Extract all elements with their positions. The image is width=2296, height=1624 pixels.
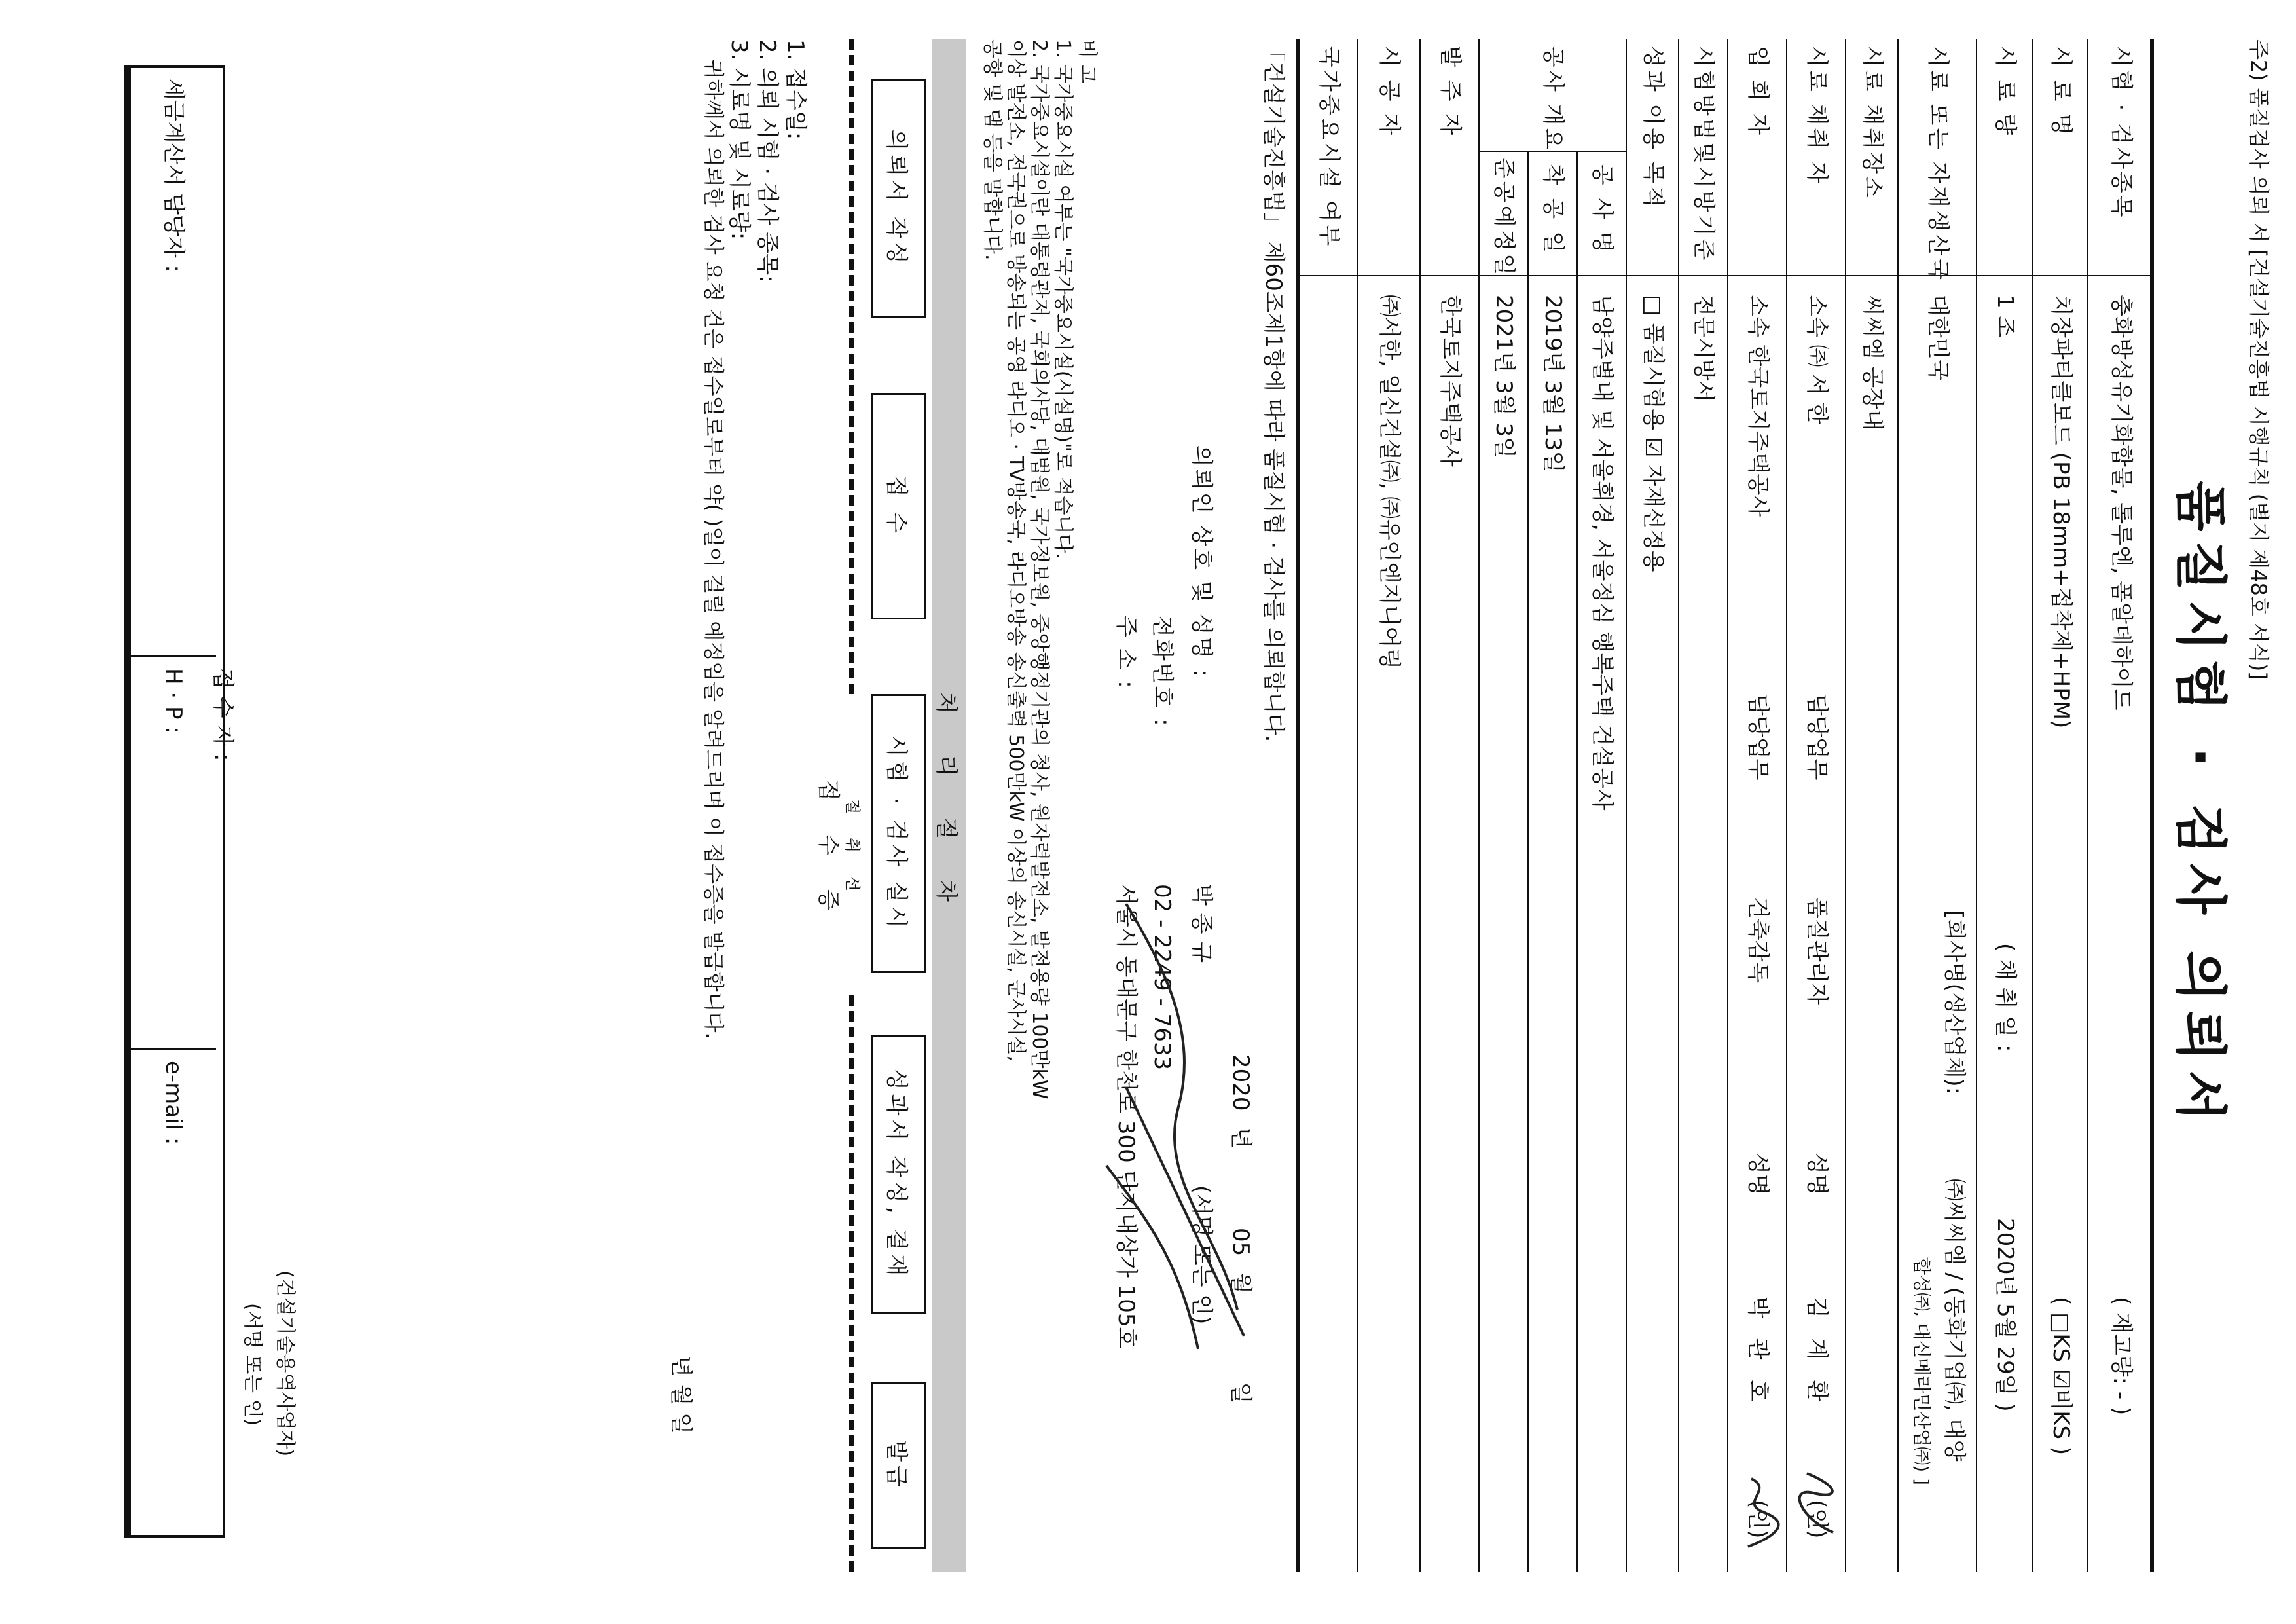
client-value: 한국토지주택공사 <box>1437 295 1463 467</box>
sampling-place-value: 씨씨엠 공장내 <box>1859 295 1886 431</box>
origin-country-label: 시료 또는 자재생산국 <box>1925 46 1951 283</box>
process-step-label: 접 수 <box>883 475 910 538</box>
sample-qty-label: 시 료 량 <box>1992 46 2018 138</box>
origin-country-value: 대한민국 <box>1925 295 1951 381</box>
sampler-duty-label: 담당업무 <box>1804 694 1830 781</box>
date-year: 2020 <box>1228 1054 1254 1111</box>
notes-title: 비 고 <box>1076 39 1099 84</box>
process-step-label: 발급 <box>883 1440 910 1491</box>
cut-line-label: 절 취 선 <box>843 799 862 900</box>
receipt-item: 1. 접수일: <box>782 39 809 140</box>
witness-duty: 건축감독 <box>1745 897 1771 984</box>
requester-phone: 02 - 2249 - 7633 <box>1149 884 1175 1071</box>
receiver-label: 접 수 자 : <box>210 668 236 762</box>
sampler-name-label: 성명 <box>1804 1153 1830 1196</box>
start-date-label: 착 공 일 <box>1540 164 1566 256</box>
process-step-label: 의뢰서 작성 <box>883 129 910 268</box>
sampler-label: 시료 채취 자 <box>1804 46 1830 186</box>
requester-name: 박 종 규 <box>1188 884 1214 963</box>
receipt-lower-strip <box>39 39 297 1572</box>
request-statement: 「건설기술진흥법」 제60조제1항에 따라 품질시험 · 검사를 의뢰합니다. <box>1260 39 1286 743</box>
completion-date-label: 준공예정일 <box>1491 157 1517 278</box>
project-name-value: 남양주별내 및 서울휘경, 서울정심 행복주택 건설공사 <box>1589 295 1615 811</box>
receiver-sign-label: (서명 또는 인) <box>241 1303 264 1426</box>
note-line: 공항 및 댐 등을 말합니다. <box>981 39 1004 261</box>
sampling-date-label: ( 채 취 일 : <box>1992 943 2018 1052</box>
form-title: 품질시험 · 검사 의뢰서 <box>2170 481 2231 1130</box>
requester-address-label: 주 소 : <box>1113 616 1139 690</box>
date-month: 05 <box>1228 1228 1254 1257</box>
manufacturer-label: [회사명(생산업체): <box>1941 910 1967 1095</box>
contractor-value: ㈜서한, 일신건설㈜, ㈜유인엔지니어링 <box>1376 295 1402 670</box>
stock-qty-value: ( 재고량: - ) <box>2108 1297 2134 1416</box>
footer-tax-contact-label: 세금계산서 담당자 : <box>160 79 187 272</box>
purpose-checkboxes: □ 품질시험용 ☑ 자재선정용 <box>1640 295 1666 572</box>
witness-stamp: (인) <box>1745 1500 1771 1539</box>
footer-divider <box>127 655 216 657</box>
sampler-name: 김 계 환 <box>1804 1297 1830 1409</box>
witness-name-label: 성명 <box>1745 1153 1771 1196</box>
process-step-label: 시험 · 검사 실시 <box>883 735 910 932</box>
footer-box <box>124 65 225 1538</box>
footer-email-label: e-mail : <box>160 1061 187 1145</box>
test-method-label: 시험방법및시방기준 <box>1690 46 1717 263</box>
receipt-date-line: 년 월 일 <box>668 1356 694 1435</box>
date-year-unit: 년 <box>1228 1127 1254 1149</box>
sample-name-value: 치장파티클보드 (PB 18mm+접착제+HPM) <box>2048 295 2074 729</box>
sampler-affiliation: 소속 ㈜ 서 한 <box>1804 295 1830 424</box>
note-line: 이상 발전소, 전국권으로 방송되는 공영 라디오 · TV방송국, 라디오방송 송신출력 500만kW 이상의 송신시설, 군사시설, <box>1004 39 1027 1061</box>
date-day-unit: 일 <box>1228 1382 1254 1404</box>
sampler-stamp: (인) <box>1804 1500 1830 1539</box>
receipt-statement: 귀하께서 의뢰한 검사 요청 건은 접수일로부터 약( )일이 걸릴 예정임을 알려드리며 이 접수증을 발급합니다. <box>701 59 726 1039</box>
receiver-org-label: (건설기술용역사업자) <box>274 1270 297 1457</box>
sample-name-label: 시 료 명 <box>2048 46 2074 138</box>
receipt-item: 2. 의뢰 시험 · 검사 종목: <box>754 39 780 283</box>
construction-overview-label: 공사 개요 <box>1540 46 1566 153</box>
test-method-value: 전문시방서 <box>1690 295 1717 403</box>
manufacturer-value: ㈜씨씨엠 / (동화기업㈜, 대양 <box>1941 1179 1967 1462</box>
note-line: 2. 국가중요시설이란 대통령관저, 국회의사당, 대법원, 국가정보원, 중앙행정기관의 청사, 원자력발전소, 발전용량 100만kW <box>1028 39 1051 1099</box>
sample-qty-value: 1 조 <box>1992 295 2018 338</box>
receipt-footer-layer <box>39 39 2265 1572</box>
witness-label: 입 회 자 <box>1745 46 1771 138</box>
test-items-value: 충화방성유기화합물, 톨루엔, 폼알데하이드 <box>2108 295 2134 710</box>
requester-phone-label: 전화번호 : <box>1149 616 1175 728</box>
client-label: 발 주 자 <box>1437 46 1463 138</box>
sampling-date-value: 2020년 5월 29일 ) <box>1992 1218 2018 1412</box>
receipt-item: 3. 시료명 및 시료량: <box>726 39 752 240</box>
requester-sign-label: (서명 또는 인) <box>1188 1185 1214 1325</box>
purpose-label: 성과 이용 목적 <box>1640 46 1666 210</box>
witness-duty-label: 담당업무 <box>1745 694 1771 781</box>
footer-divider <box>127 1048 216 1050</box>
completion-date-value: 2021년 3월 3일 <box>1491 295 1517 458</box>
note-line: 1. 국가중요시설 여부는 "국가중요시설(시설명)"로 적습니다. <box>1051 39 1074 559</box>
ks-checkbox-group: ( □KS ☑비KS ) <box>2048 1297 2074 1456</box>
national-facility-label: 국가중요시설 여부 <box>1316 46 1342 249</box>
sampling-place-label: 시료 채취장소 <box>1859 46 1886 200</box>
requester-address: 서울시 동대문구 한천로 300 단지내상가 105호 <box>1113 884 1139 1349</box>
sampler-duty: 품질관리자 <box>1804 897 1830 1005</box>
receipt-title: 접 수 증 <box>815 779 841 924</box>
test-items-label: 시험 · 검사종목 <box>2108 46 2134 220</box>
requester-name-label: 의뢰인 상호 및 성명 : <box>1188 445 1214 679</box>
manufacturer-value-cont: 합성㈜, 대신메라민산업㈜) ] <box>1911 1257 1933 1485</box>
witness-affiliation: 소속 한국토지주택공사 <box>1745 295 1771 517</box>
project-name-label: 공 사 명 <box>1589 164 1615 256</box>
footer-hp-label: H · P : <box>160 668 187 734</box>
witness-name: 박 관 호 <box>1745 1297 1771 1409</box>
process-banner-text: 처 리 절 차 <box>933 692 960 919</box>
date-month-unit: 월 <box>1228 1272 1254 1294</box>
start-date-value: 2019년 3월 13일 <box>1540 295 1566 473</box>
process-step-label: 성과서 작성, 결재 <box>883 1068 910 1280</box>
form-reference-note: 주2) 품질검사 의뢰 서 [건설기술진흥법 시행규칙 (별지 제48호 서식)] <box>2246 39 2271 680</box>
contractor-label: 시 공 자 <box>1376 46 1402 138</box>
